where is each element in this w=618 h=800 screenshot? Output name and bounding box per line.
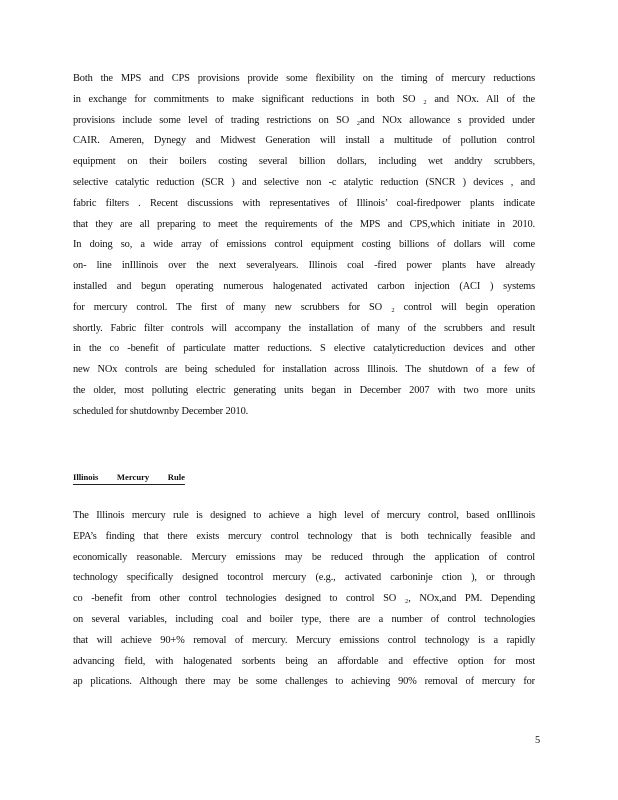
text-line: for mercury control. The first of many new scrubbers for SO ₂ control will begin operation [73,301,535,313]
text-line: scheduled for shutdownby December 2010. [73,405,249,417]
text-line: technology specifically designed tocontrol mercury (e.g., activated carboninje ction ), or through [73,572,535,584]
text-line: EPA’s finding that there exists mercury control technology that is both technically feasible and [73,530,535,542]
text-line: new NOx controls are being scheduled for installation across Illinois. The shutdown of a few of [73,364,535,376]
text-line: on several variables, including coal and boiler type, there are a number of control technologies [73,613,535,625]
text-line: the older, most polluting electric generating units began in December 2007 with two more units [73,384,535,396]
text-line: equipment on their boilers costing several billion dollars, including wet anddry scrubbers, [73,156,535,168]
text-line: installed and begun operating numerous halogenated activated carbon injection (ACI ) systems [73,280,535,292]
text-line: provisions include some level of trading restrictions on SO ₂and NOx allowance s provided under [73,114,535,126]
text-line: on- line inIllinois over the next severalyears. Illinois coal -fired power plants have already [73,260,535,272]
section-heading: Illinois Mercury Rule [73,471,185,485]
text-line: Both the MPS and CPS provisions provide some flexibility on the timing of mercury reductions [73,73,535,84]
text-line: In doing so, a wide array of emissions control equipment costing billions of dollars will come [73,239,535,251]
text-line: shortly. Fabric filter controls will accompany the installation of many of the scrubbers and result [73,322,535,334]
text-line: in exchange for commitments to make significant reductions in both SO ₂ and NOx. All of the [73,93,535,105]
paragraph-compliance-provisions [73,69,535,423]
paragraph-mercury-rule [73,506,535,693]
text-line: that will achieve 90+% removal of mercury. Mercury emissions control technology is a rapidly [73,634,535,646]
text-line: in the co -benefit of particulate matter reductions. S elective catalyticreduction devices and other [73,343,535,355]
text-line: ap plications. Although there may be some challenges to achieving 90% removal of mercury for [73,676,535,688]
page-number: 5 [535,735,541,746]
text-line: The Illinois mercury rule is designed to achieve a high level of mercury control, based onIllinois [73,510,535,521]
text-line: advancing field, with halogenated sorbents being an affordable and effective option for most [73,655,535,667]
text-line: economically reasonable. Mercury emissions may be reduced through the application of control [73,551,535,563]
text-line: that they are all preparing to meet the requirements of the MPS and CPS,which initiate in 2010. [73,218,535,230]
text-line: co -benefit from other control technologies designed to control SO ₂, NOx,and PM. Depending [73,593,535,605]
text-line: CAIR. Ameren, Dynegy and Midwest Generation will install a multitude of pollution control [73,135,535,147]
text-line: fabric filters . Recent discussions with representatives of Illinois’ coal-firedpower plants indicate [73,197,535,209]
text-line: selective catalytic reduction (SCR ) and selective non -c atalytic reduction (SNCR ) devices , and [73,176,535,188]
